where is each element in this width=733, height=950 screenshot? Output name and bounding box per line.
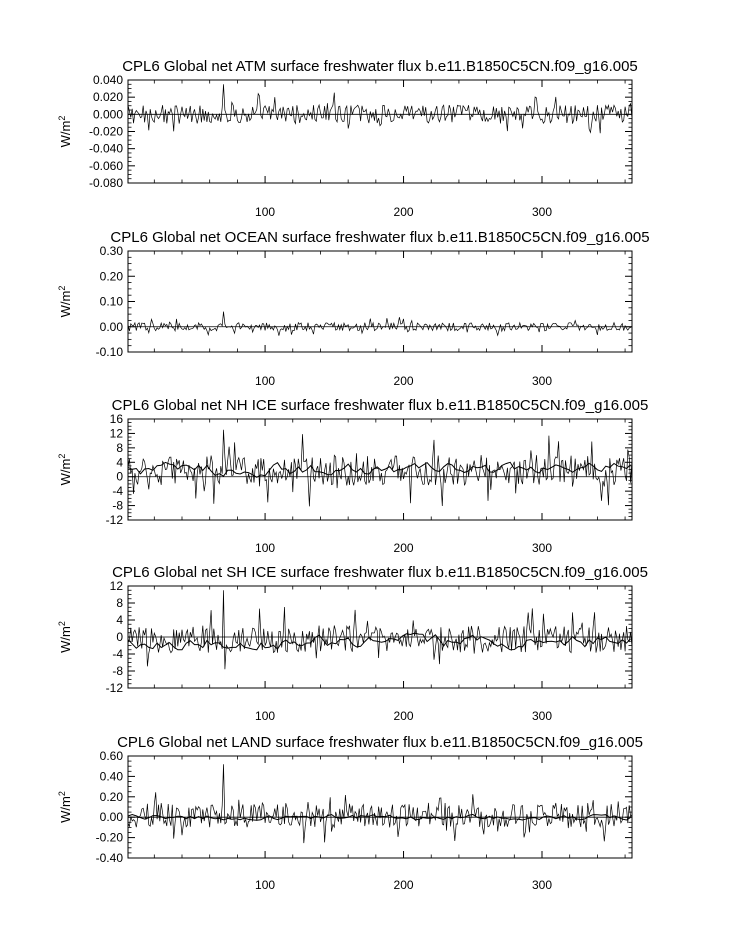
y-tick-label: -8 [112,498,123,513]
y-tick-label: 16 [109,412,123,426]
y-tick-label: -12 [105,681,123,695]
y-tick-label: -0.20 [95,830,123,845]
y-tick-label: -0.060 [88,158,123,173]
panel-3 [57,397,648,555]
chart-title: CPL6 Global net OCEAN surface freshwater flux b.e11.B1850C5CN.f09_g16.005 [110,229,650,246]
y-tick-label: 0.020 [92,90,123,105]
y-tick-label: 4 [116,455,123,470]
x-tick-label: 100 [255,709,276,723]
y-tick-label: -12 [105,513,123,527]
x-tick-label: 100 [255,878,276,892]
series-line-1 [128,590,632,669]
y-tick-label: -0.40 [95,851,123,865]
x-tick-label: 200 [393,709,414,723]
x-tick-label: 300 [531,709,553,723]
y-tick-label: 12 [109,579,123,593]
y-tick-label: -0.020 [88,124,123,139]
y-tick-label: 4 [116,613,123,627]
y-tick-label: 0.20 [99,789,123,804]
series-line-1 [128,764,632,843]
y-axis-label: $W/m^2$ [57,115,73,148]
x-tick-label: 200 [393,205,414,219]
y-tick-label: -0.080 [88,176,123,190]
chart-title: CPL6 Global net ATM surface freshwater flux b.e11.B1850C5CN.f09_g16.005 [122,58,638,75]
y-tick-label: 0.30 [99,244,123,258]
y-tick-label: -0.10 [95,345,123,359]
x-tick-label: 300 [531,205,553,219]
y-axis-label: $W/m^2$ [57,621,73,653]
series-line-1 [128,84,632,133]
y-tick-label: 0.00 [99,319,123,334]
x-tick-label: 200 [393,878,414,892]
x-tick-label: 200 [393,374,414,388]
y-tick-label: -8 [112,664,123,678]
x-tick-label: 100 [255,541,276,555]
panel-1 [57,58,638,219]
y-tick-label: -0.040 [88,141,123,156]
chart-title: CPL6 Global net NH ICE surface freshwater flux b.e11.B1850C5CN.f09_g16.005 [111,397,649,414]
x-tick-label: 300 [531,374,553,388]
series-line-1 [128,312,632,336]
x-tick-label: 200 [393,541,414,555]
panel-2 [57,229,650,388]
y-axis-label: $W/m^2$ [57,791,73,823]
y-tick-label: -4 [112,484,123,499]
y-tick-label: 12 [109,426,123,441]
y-tick-label: 0.040 [92,73,123,87]
x-tick-label: 300 [531,878,553,892]
y-tick-label: 0.000 [92,107,123,122]
y-tick-label: 0 [116,630,123,644]
y-tick-label: -4 [112,647,123,661]
y-tick-label: 0.20 [99,269,123,284]
y-axis-label: $W/m^2$ [57,285,73,318]
y-axis-label: $W/m^2$ [57,453,73,486]
y-tick-label: 8 [116,440,123,455]
chart-title: CPL6 Global net LAND surface freshwater flux b.e11.B1850C5CN.f09_g16.005 [117,734,643,751]
x-tick-label: 100 [255,205,276,219]
y-tick-label: 0.00 [99,810,123,825]
x-tick-label: 100 [255,374,276,388]
y-tick-label: 0.60 [99,749,123,763]
chart-title: CPL6 Global net SH ICE surface freshwater flux b.e11.B1850C5CN.f09_g16.005 [112,564,648,581]
panel-4 [57,564,648,723]
x-tick-label: 300 [531,541,553,555]
y-tick-label: 0.10 [99,294,123,309]
plot-frame [128,80,632,183]
panel-5 [57,734,643,892]
y-tick-label: 0.40 [99,769,123,784]
y-tick-label: 0 [116,469,123,484]
y-tick-label: 8 [116,596,123,610]
series-line-1 [128,430,632,507]
plot-frame [128,251,632,352]
